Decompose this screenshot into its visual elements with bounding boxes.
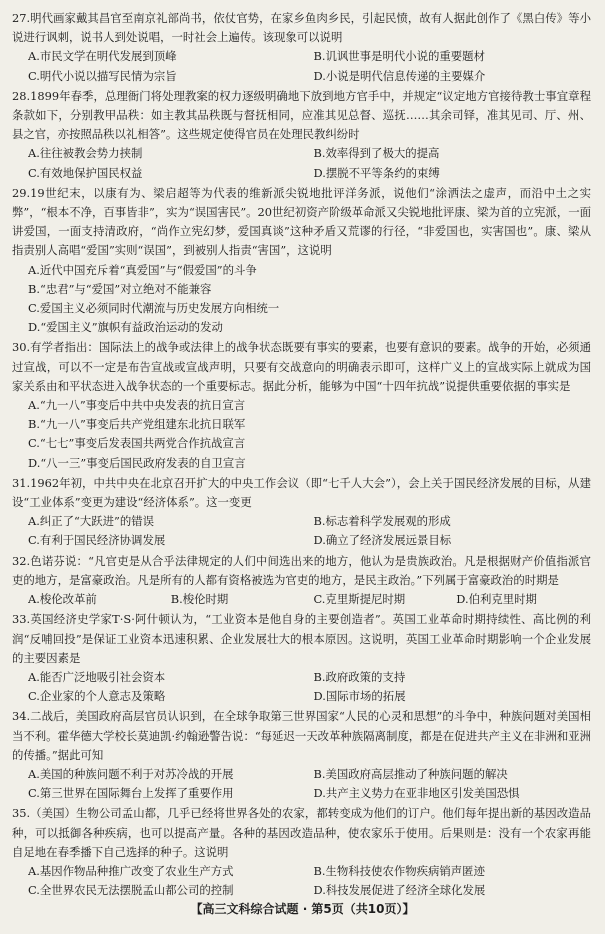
option-d: D.科技发展促进了经济全球化发展 <box>313 883 486 898</box>
option-b: B.讥讽世事是明代小说的重要题材 <box>313 49 485 64</box>
question-list <box>12 9 591 900</box>
option-a: A.基因作物品种推广改变了农业生产方式 <box>28 863 234 878</box>
option-b: B.生物科技使农作物疾病销声匿迹 <box>313 863 485 878</box>
option-a: A.纠正了“大跃进”的错误 <box>28 514 155 529</box>
option-a: A.梭伦改革前 <box>28 592 97 607</box>
option-d: D.共产主义势力在亚非地区引发美国恐惧 <box>313 786 520 801</box>
question-29 <box>12 184 591 338</box>
option-c: C.第三世界在国际舞台上发挥了重要作用 <box>28 786 234 801</box>
option-a: A.近代中国充斥着“真爱国”与“假爱国”的斗争 <box>28 262 257 277</box>
option-c: C.有效地保护国民权益 <box>28 165 143 180</box>
option-c: C.明代小说以描写民情为宗旨 <box>28 68 177 83</box>
option-d: D.摆脱不平等条约的束缚 <box>313 165 440 180</box>
question-stem: 31.1962年初，中共中央在北京召开扩大的中央工作会议（即“七千人大会”），会上关于国民经济发展的目标，从建设“工业体系”变更为建设“经济体系”。这一变更 <box>12 475 591 510</box>
option-d: D.“爱国主义”旗帜有益政治运动的发动 <box>28 320 223 335</box>
option-group <box>12 668 591 706</box>
option-d: D.国际市场的拓展 <box>313 689 406 704</box>
option-b: B.标志着科学发展观的形成 <box>313 514 451 529</box>
question-stem: 27.明代画家戴其昌官至南京礼部尚书，依仗官势，在家乡鱼肉乡民，引起民愤，故有人据此创作了《黑白传》等小说进行讽刺，说书人到处说唱，一时社会上遍传。该现象可以说明 <box>12 11 591 45</box>
option-c: C.克里斯提尼时期 <box>313 592 406 607</box>
question-30 <box>12 338 591 472</box>
option-c: C.爱国主义必须同时代潮流与历史发展方向相统一 <box>28 301 280 316</box>
option-group <box>12 862 591 900</box>
option-b: B.“九一八”事变后共产党组建东北抗日联军 <box>28 417 246 432</box>
question-32 <box>12 552 591 610</box>
option-group <box>12 144 591 182</box>
option-c: C.全世界农民无法摆脱孟山都公司的控制 <box>28 883 234 898</box>
option-c: C.企业家的个人意志及策略 <box>28 689 166 704</box>
option-b: B.政府政策的支持 <box>313 669 406 684</box>
question-stem: 30.有学者指出：国际法上的战争或法律上的战争状态既要有事实的要素，也要有意识的要素。战争的开始，必须通过宣战，可以不一定是布告宣战或宣战声明，只要有交战意向的明确表示即可，这样广义上的宣战实际上就成为国家关系由和平状态进入战争状态的一个重要标志。据此分析，能够为中国“十四年抗战”说提供重要依据的事实是 <box>12 340 591 393</box>
option-a: A.“九一八”事变后中共中央发表的抗日宣言 <box>28 398 246 413</box>
option-b: B.“忠君”与“爱国”对立绝对不能兼容 <box>28 281 212 296</box>
option-a: A.市民文学在明代发展到顶峰 <box>28 49 177 64</box>
option-group <box>12 396 591 473</box>
option-a: A.美国的种族问题不利于对苏冷战的开展 <box>28 766 234 781</box>
option-group <box>12 590 591 609</box>
question-stem: 33.英国经济史学家T·S·阿什顿认为，“工业资本是他自身的主要创造者”。英国工业革命时期持续性、高比例的利润“反哺回投”是保证工业资本迅速积累、企业发展壮大的根本原因。这说明，英国工业革命时期影响一个企业发展的主要因素是 <box>12 612 591 665</box>
option-d: D.确立了经济发展远景目标 <box>313 533 452 548</box>
question-stem: 35.（美国）生物公司孟山都，几乎已经将世界各处的农家，都转变成为他们的订户。他们每年提出新的基因改造品种，可以抵御各种疾病，也可以提高产量。各种的基因改造品种，使农家乐于使用。后果则是：没有一个农家再能自足地在春季播下自己选择的种子。这说明 <box>12 806 591 859</box>
page-footer: 【高三文科综合试题 · 第5页（共10页）】 <box>190 902 415 916</box>
option-c: C.“七七”事变后发表国共两党合作抗战宣言 <box>28 436 246 451</box>
option-a: A.能否广泛地吸引社会资本 <box>28 669 166 684</box>
question-33 <box>12 610 591 706</box>
option-c: C.有利于国民经济协调发展 <box>28 533 166 548</box>
option-group <box>12 261 591 338</box>
question-stem: 34.二战后，美国政府高层官员认识到，在全球争取第三世界国家“人民的心灵和思想”的斗争中，种族问题对美国相当不利。霍华德大学校长莫迪凯·约翰逊警告说：“每延迟一天改革种族隔离制度，都是在促进共产主义在非洲和亚洲的传播。”据此可知 <box>12 709 591 762</box>
question-34 <box>12 707 591 803</box>
option-b: B.效率得到了极大的提高 <box>313 146 440 161</box>
option-d: D.“八一三”事变后国民政府发表的自卫宣言 <box>28 455 246 470</box>
question-35 <box>12 804 591 900</box>
option-b: B.美国政府高层推动了种族问题的解决 <box>313 766 508 781</box>
option-d: D.伯利克里时期 <box>456 592 537 607</box>
question-stem: 28.1899年春季，总理衙门将处理教案的权力逐级明确地下放到地方官手中，并规定“议定地方官接待教士事宜章程条款如下，分别教甲品秩：如主教其品秩既与督抚相同，应准其见总督、巡抚……其余司铎，准其见司、厅、州、县之官，亦按照品秩以礼相答”。这些规定使得官员在处理民教纠纷时 <box>12 88 591 142</box>
option-group <box>12 47 591 85</box>
option-group <box>12 765 591 803</box>
question-stem: 29.19世纪末，以康有为、梁启超等为代表的维新派尖锐地批评洋务派，说他们“涂洒法之虚声，而沿中土之实弊”，“根本不净，百事皆非”，实为“误国害民”。20世纪初资产阶级革命派又尖锐地批评康、梁为首的立宪派，一面讲爱国，一面支持清政府，“尚作立宪幻梦，爱国真谈”这种矛盾又荒谬的行径，“非爱国也，实害国也”。康、梁从指责别人高唱“爱国”实则“误国”，到被别人指责“害国”，这说明 <box>12 185 591 258</box>
question-31 <box>12 474 591 551</box>
question-stem: 32.色诺芬说：“凡官吏是从合乎法律规定的人们中间选出来的地方，他认为是贵族政治。凡是根据财产价值指派官吏的地方，是富豪政治。凡是所有的人都有资格被选为官吏的地方，是民主政治。”下列属于富豪政治的时期是 <box>12 553 591 587</box>
question-27 <box>12 9 591 86</box>
option-d: D.小说是明代信息传递的主要媒介 <box>313 68 486 83</box>
question-28 <box>12 87 591 183</box>
option-b: B.梭伦时期 <box>170 592 229 607</box>
option-a: A.往往被教会势力挟制 <box>28 146 143 161</box>
option-group <box>12 512 591 550</box>
